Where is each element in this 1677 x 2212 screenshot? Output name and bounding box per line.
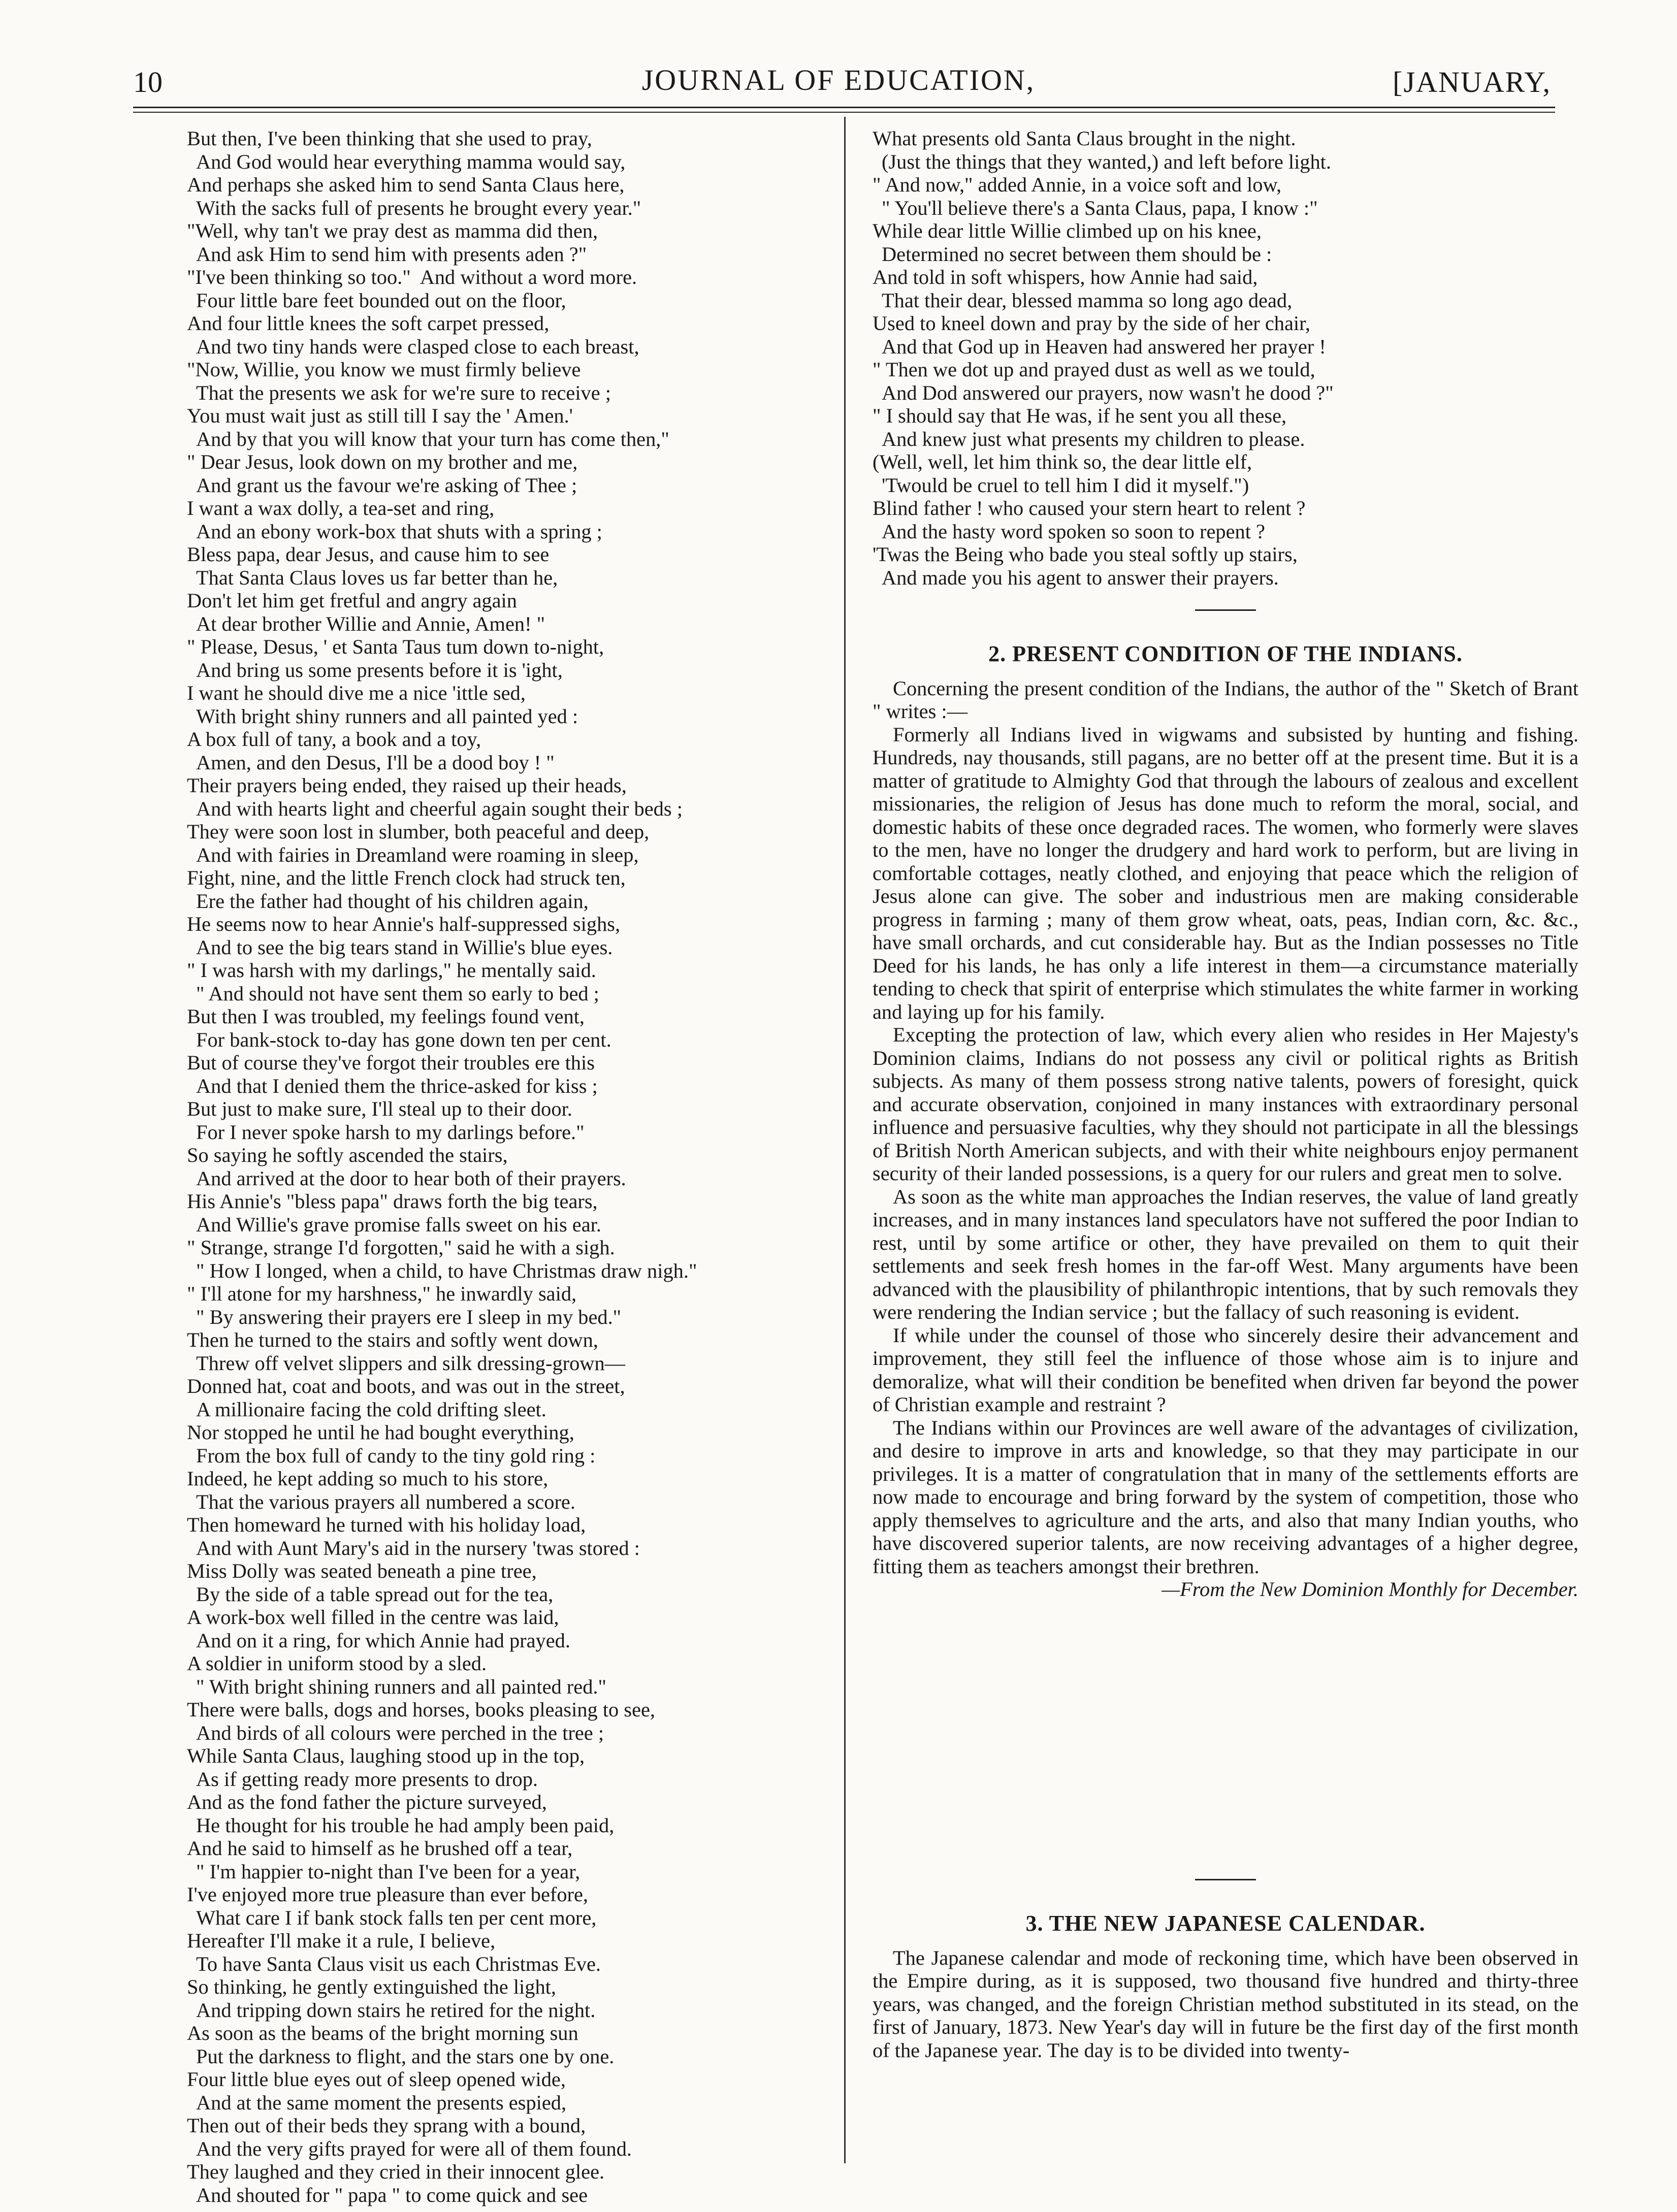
poem-line: And with fairies in Dreamland were roaming in sleep,: [196, 843, 639, 866]
poem-line: And told in soft whispers, how Annie had said,: [873, 266, 1258, 288]
poem-line: And four little knees the soft carpet pressed,: [187, 312, 550, 335]
poem-line: They laughed and they cried in their innocent glee.: [187, 2160, 605, 2183]
poem-line: With the sacks full of presents he brought every year.": [196, 196, 641, 219]
poem-line: A soldier in uniform stood by a sled.: [187, 1652, 487, 1675]
poem-line: That Santa Claus loves us far better than he,: [196, 566, 558, 589]
poem-line: And with hearts light and cheerful again sought their beds ;: [196, 797, 683, 820]
journal-title: JOURNAL OF EDUCATION,: [641, 63, 1036, 96]
poem-line: Then out of their beds they sprang with a bound,: [187, 2114, 586, 2137]
poem-line: And bring us some presents before it is 'ight,: [196, 658, 563, 681]
poem-line: And knew just what presents my children to please.: [882, 427, 1305, 450]
poem-line: So saying he softly ascended the stairs,: [187, 1144, 508, 1166]
header-rule: [133, 107, 1555, 108]
poem-line: Don't let him get fretful and angry again: [187, 589, 517, 612]
poem-line: And birds of all colours were perched in the tree ;: [196, 1721, 604, 1744]
paragraph: Formerly all Indians lived in wigwams and subsisted by hunting and fishing. Hundreds, nay thousands, still pagans, are no better off at the present time. But it is a matter of gratitude to Almighty God that through the labours of zealous and excellent missionaries, the religion of Jesus has done much to reform the moral, social, and domestic habits of these once degraded races. The women, who formerly were slaves to the men, have no longer the drudgery and hard work to perform, but are living in comfortable cottages, neatly clothed, and enjoying that peace which the religion of Jesus alone can give. The sober and industrious men are making considerable progress in farming ; many of them grow wheat, oats, peas, Indian corn, &c. &c., have small orchards, and cut considerable hay. But as the Indian possesses no Title Deed for his lands, he has only a life interest in them—a circumstance materially tending to check that spirit of enterprise which stimulates the white farmer in working and laying up for his family.: [873, 723, 1578, 1023]
poem-line: (Just the things that they wanted,) and left before light.: [882, 150, 1332, 173]
poem-line: For bank-stock to-day has gone down ten per cent.: [196, 1028, 611, 1051]
poem-line: And grant us the favour we're asking of Thee ;: [196, 473, 577, 497]
poem-line: And the very gifts prayed for were all of them found.: [196, 2137, 632, 2160]
page-header: [0, 0, 1677, 117]
poem-line: That the various prayers all numbered a score.: [196, 1490, 575, 1513]
poem-line: And on it a ring, for which Annie had prayed.: [196, 1629, 570, 1652]
poem-line: By the side of a table spread out for the tea,: [196, 1582, 554, 1606]
poem-line: You must wait just as still till I say the ' Amen.': [187, 404, 573, 427]
poem-line: A millionaire facing the cold drifting sleet.: [196, 1397, 546, 1421]
poem-line: So thinking, he gently extinguished the light,: [187, 1975, 556, 1998]
poem-line: " Dear Jesus, look down on my brother and me,: [187, 450, 578, 473]
poem-line: That the presents we ask for we're sure to receive ;: [196, 381, 611, 404]
poem-line: " I'll atone for my harshness," he inwardly said,: [187, 1282, 577, 1305]
poem-line: Then he turned to the stairs and softly went down,: [187, 1328, 598, 1351]
poem-line: " By answering their prayers ere I sleep in my bed.": [196, 1305, 622, 1328]
poem-line: " And should not have sent them so early to bed ;: [196, 982, 599, 1005]
column-divider: [844, 117, 846, 2163]
poem-line: At dear brother Willie and Annie, Amen! ": [196, 612, 545, 635]
poem-line: Four little bare feet bounded out on the floor,: [196, 288, 566, 312]
section-heading: 3. THE NEW JAPANESE CALENDAR.: [1025, 1911, 1426, 1936]
poem-line: "Now, Willie, you know we must firmly believe: [187, 358, 581, 381]
poem-line: " And now," added Annie, in a voice soft and low,: [873, 173, 1282, 196]
poem-line: And two tiny hands were clasped close to each breast,: [196, 335, 639, 358]
poem-line: And made you his agent to answer their prayers.: [882, 566, 1279, 589]
poem-line: And shouted for " papa " to come quick and see: [196, 2183, 588, 2206]
left-column-poem: [187, 127, 822, 2206]
poem-line: And Dod answered our prayers, now wasn't he dood ?": [882, 381, 1334, 404]
poem-line: "I've been thinking so too." And without a word more.: [187, 266, 637, 288]
section-japanese-calendar: [873, 1879, 1578, 2062]
poem-line: (Well, well, let him think so, the dear little elf,: [873, 450, 1252, 473]
source-citation: —From the New Dominion Monthly for December.: [1162, 1578, 1578, 1601]
poem-line: " I'm happier to-night than I've been for a year,: [196, 1860, 580, 1883]
poem-line: They were soon lost in slumber, both peaceful and deep,: [187, 820, 650, 843]
poem-line: Put the darkness to flight, and the stars one by one.: [196, 2044, 615, 2068]
poem-line: Blind father ! who caused your stern heart to relent ?: [873, 497, 1306, 519]
poem-line: " Strange, strange I'd forgotten," said he with a sigh.: [187, 1236, 615, 1259]
poem-line: And arrived at the door to hear both of their prayers.: [196, 1166, 626, 1190]
poem-line: And Willie's grave promise falls sweet on his ear.: [196, 1213, 601, 1236]
poem-line: " With bright shining runners and all painted red.": [196, 1675, 606, 1698]
poem-line: What care I if bank stock falls ten per cent more,: [196, 1906, 597, 1929]
section-heading: 2. PRESENT CONDITION OF THE INDIANS.: [988, 641, 1463, 666]
paragraph: The Indians within our Provinces are well aware of the advantages of civilization, and desire to improve in arts and knowledge, so that they may participate in our privileges. It is a matter of congratulation that in many of the settlements efforts are now made to encourage and bring forward by the system of competition, those who apply themselves to agriculture and the arts, and also that many Indian youths, who have discovered superior talents, are now receiving advantages of a higher degree, fitting them as teachers amongst their brethren.: [873, 1416, 1578, 1578]
poem-line: " Please, Desus, ' et Santa Taus tum down to-night,: [187, 635, 604, 658]
poem-line: And the hasty word spoken so soon to repent ?: [882, 519, 1265, 543]
poem-line: As if getting ready more presents to drop.: [196, 1767, 538, 1791]
poem-line: 'Twas the Being who bade you steal softly up stairs,: [873, 543, 1298, 566]
poem-line: Nor stopped he until he had bought everything,: [187, 1421, 574, 1444]
poem-line: I want he should dive me a nice 'ittle sed,: [187, 681, 526, 704]
paragraph: If while under the counsel of those who sincerely desire their advancement and improvement, they still feel the influence of those whose aim is to injure and demoralize, what will their condition be benefited when driven far beyond the power of Christian example and restraint ?: [873, 1323, 1578, 1416]
poem-line: Bless papa, dear Jesus, and cause him to see: [187, 543, 550, 566]
poem-line: Miss Dolly was seated beneath a pine tree,: [187, 1559, 537, 1582]
poem-line: " Then we dot up and prayed dust as well as we tould,: [873, 358, 1315, 381]
poem-line: " I should say that He was, if he sent you all these,: [873, 404, 1287, 427]
poem-line: And at the same moment the presents espied,: [196, 2091, 567, 2114]
poem-line: His Annie's "bless papa" draws forth the big tears,: [187, 1190, 598, 1213]
header-rule-secondary: [133, 112, 1555, 113]
poem-line: And an ebony work-box that shuts with a spring ;: [196, 519, 602, 543]
paragraph: The Japanese calendar and mode of reckoning time, which have been observed in the Empire during, as it is supposed, two thousand five hundred and thirty-three years, was changed, and the foreign Christian method substituted in its stead, on the first of January, 1873. New Year's day will in future be the first day of the first month of the Japanese year. The day is to be divided into twenty-: [873, 1946, 1578, 2062]
issue-month: [JANUARY,: [1393, 66, 1551, 99]
poem-line: From the box full of candy to the tiny gold ring :: [196, 1444, 596, 1467]
poem-line: And that I denied them the thrice-asked for kiss ;: [196, 1074, 598, 1097]
poem-line: For I never spoke harsh to my darlings before.": [196, 1120, 585, 1144]
right-column-poem: [873, 127, 1578, 589]
poem-line: To have Santa Claus visit us each Christmas Eve.: [196, 1952, 601, 1975]
poem-line: As soon as the beams of the bright morning sun: [187, 2022, 578, 2044]
poem-line: Hereafter I'll make it a rule, I believe,: [187, 1929, 496, 1952]
poem-line: 'Twould be cruel to tell him I did it myself."): [882, 473, 1249, 497]
poem-line: And perhaps she asked him to send Santa Claus here,: [187, 173, 625, 196]
poem-line: " You'll believe there's a Santa Claus, papa, I know :": [882, 196, 1318, 219]
poem-line: I've enjoyed more true pleasure than ever before,: [187, 1883, 589, 1906]
paragraph: Excepting the protection of law, which every alien who resides in Her Majesty's Dominion claims, Indians do not possess any civil or political rights as British subjects. As many of them possess strong native talents, powers of foresight, quick and accurate observation, conjoined in many instances with extraordinary personal influence and persuasive faculties, why they should not participate in all the blessings of British North American subjects, and with their white neighbours enjoy permanent security of their landed possessions, is a query for our rulers and great men to solve.: [873, 1023, 1578, 1185]
poem-line: And as the fond father the picture surveyed,: [187, 1791, 547, 1813]
paragraph: Concerning the present condition of the Indians, the author of the " Sketch of Brant " writes :—: [873, 676, 1578, 723]
poem-line: And he said to himself as he brushed off a tear,: [187, 1837, 573, 1860]
poem-line: Determined no secret between them should be :: [882, 242, 1272, 266]
poem-line: With bright shiny runners and all painted yed :: [196, 704, 578, 728]
poem-line: While dear little Willie climbed up on his knee,: [873, 219, 1262, 242]
poem-line: And by that you will know that your turn has come then,": [196, 427, 669, 450]
poem-line: And God would hear everything mamma would say,: [196, 150, 626, 173]
poem-line: There were balls, dogs and horses, books pleasing to see,: [187, 1698, 656, 1721]
poem-line: But then, I've been thinking that she used to pray,: [187, 127, 592, 150]
page-number: 10: [133, 66, 163, 99]
poem-line: Four little blue eyes out of sleep opened wide,: [187, 2068, 566, 2091]
poem-line: Threw off velvet slippers and silk dressing-grown—: [196, 1351, 626, 1375]
poem-line: Indeed, he kept adding so much to his store,: [187, 1467, 549, 1490]
poem-line: And that God up in Heaven had answered her prayer !: [882, 335, 1326, 358]
poem-line: But then I was troubled, my feelings found vent,: [187, 1005, 585, 1028]
poem-line: A box full of tany, a book and a toy,: [187, 728, 481, 751]
poem-line: Fight, nine, and the little French clock had struck ten,: [187, 866, 626, 889]
poem-line: " How I longed, when a child, to have Christmas draw nigh.": [196, 1259, 697, 1282]
poem-line: While Santa Claus, laughing stood up in the top,: [187, 1744, 585, 1767]
poem-line: Ere the father had thought of his children again,: [196, 889, 589, 913]
poem-line: And tripping down stairs he retired for the night.: [196, 1998, 596, 2022]
poem-line: That their dear, blessed mamma so long ago dead,: [882, 288, 1293, 312]
poem-line: And ask Him to send him with presents aden ?": [196, 242, 587, 266]
poem-line: A work-box well filled in the centre was laid,: [187, 1606, 559, 1629]
poem-line: He seems now to hear Annie's half-suppressed sighs,: [187, 913, 621, 935]
poem-line: He thought for his trouble he had amply been paid,: [196, 1813, 615, 1837]
poem-line: Then homeward he turned with his holiday load,: [187, 1513, 586, 1536]
poem-line: Amen, and den Desus, I'll be a dood boy ! ": [196, 751, 555, 774]
poem-line: And with Aunt Mary's aid in the nursery 'twas stored :: [196, 1536, 640, 1559]
section-indians: [873, 609, 1578, 1601]
paragraph: As soon as the white man approaches the Indian reserves, the value of land greatly increases, and in many instances land speculators have not suffered the poor Indian to rest, until by some artifice or other, they have prevailed on them to quit their settlements and seek fresh homes in the far-off West. Many arguments have been advanced with the plausibility of philanthropic intentions, that by such removals they were rendering the Indian service ; but the fallacy of such reasoning is evident.: [873, 1185, 1578, 1323]
poem-line: Their prayers being ended, they raised up their heads,: [187, 774, 627, 797]
poem-line: Used to kneel down and pray by the side of her chair,: [873, 312, 1311, 335]
poem-line: I want a wax dolly, a tea-set and ring,: [187, 497, 495, 519]
poem-line: " I was harsh with my darlings," he mentally said.: [187, 959, 596, 982]
poem-line: And to see the big tears stand in Willie's blue eyes.: [196, 935, 613, 959]
poem-line: But of course they've forgot their troubles ere this: [187, 1051, 595, 1074]
poem-line: "Well, why tan't we pray dest as mamma did then,: [187, 219, 598, 242]
poem-line: But just to make sure, I'll steal up to their door.: [187, 1097, 572, 1120]
poem-line: What presents old Santa Claus brought in the night.: [873, 127, 1296, 150]
poem-line: Donned hat, coat and boots, and was out in the street,: [187, 1375, 625, 1397]
